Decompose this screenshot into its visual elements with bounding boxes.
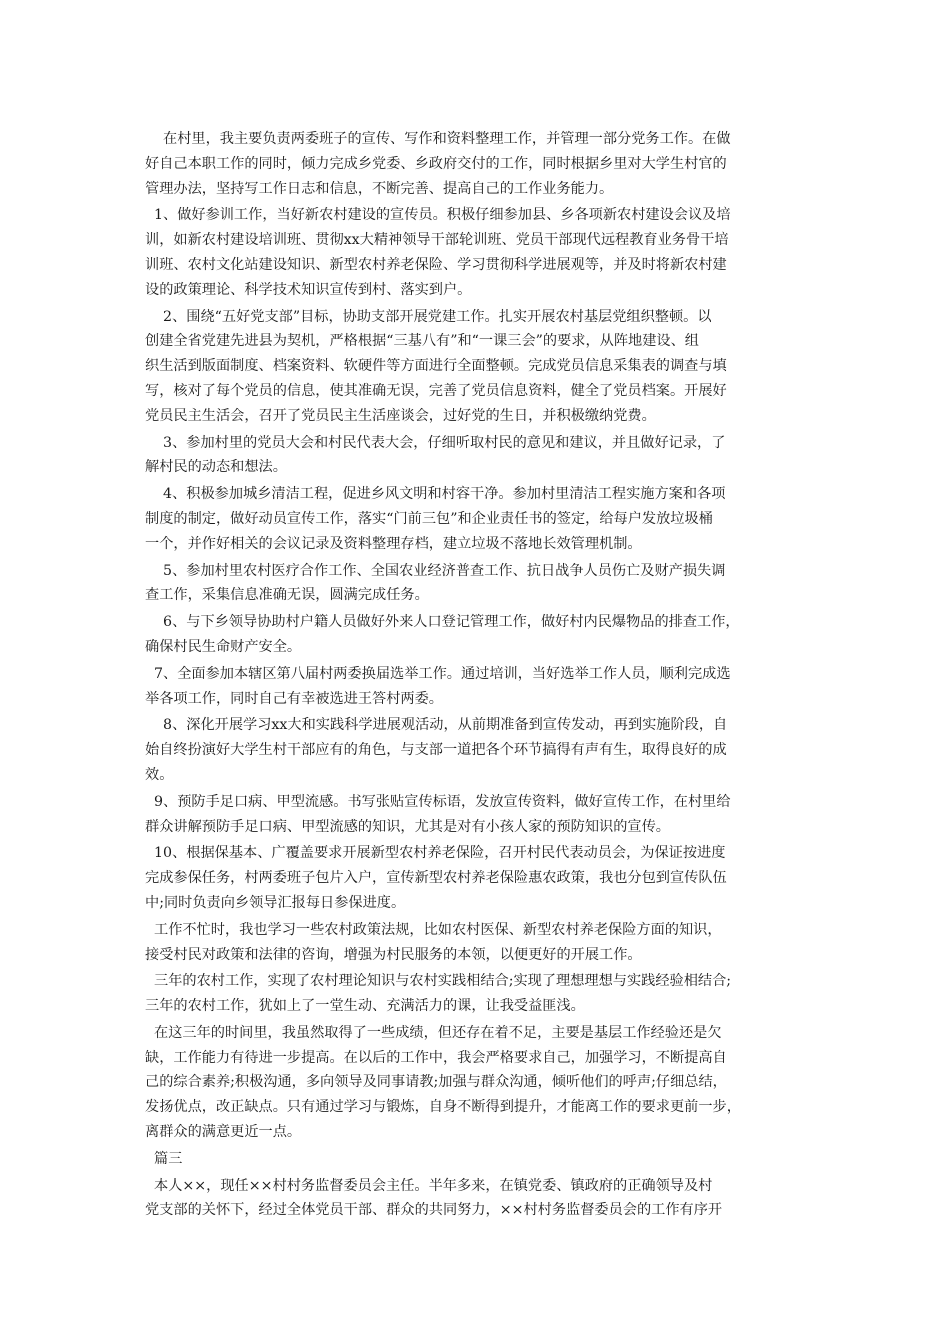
text-line: 8、深化开展学习xx大和实践科学进展观活动，从前期准备到宣传发动，再到实施阶段，自 bbox=[145, 717, 728, 734]
paragraph bbox=[145, 918, 817, 968]
text-line: 发扬优点，改正缺点。只有通过学习与锻炼，自身不断得到提升，才能离工作的要求更前一步， bbox=[145, 1099, 741, 1116]
text-line: 三年的农村工作，犹如上了一堂生动、充满活力的课，让我受益匪浅。 bbox=[145, 998, 585, 1015]
text-line: 6、与下乡领导协助村户籍人员做好外来人口登记管理工作，做好村内民爆物品的排查工作， bbox=[145, 614, 740, 631]
text-line: 一个，并作好相关的会议记录及资料整理存档，建立垃圾不落地长效管理机制。 bbox=[145, 535, 642, 552]
text-line: 写，核对了每个党员的信息，使其准确无误，完善了党员信息资料，健全了党员档案。开展好 bbox=[145, 382, 727, 399]
paragraph bbox=[145, 431, 817, 481]
text-line: 5、参加村里农村医疗合作工作、全国农业经济普查工作、抗日战争人员伤亡及财产损失调 bbox=[145, 562, 726, 579]
text-line: 训班、农村文化站建设知识、新型农村养老保险、学习贯彻科学进展观等，并及时将新农村建 bbox=[145, 256, 727, 273]
text-line: 群众讲解预防手足口病、甲型流感的知识，尤其是对有小孩人家的预防知识的宣传。 bbox=[145, 818, 670, 835]
paragraph bbox=[145, 482, 817, 556]
text-line: 中;同时负责向乡领导汇报每日参保进度。 bbox=[145, 894, 406, 911]
text-line: 查工作，采集信息准确无误，圆满完成任务。 bbox=[145, 587, 429, 604]
text-line: 本人××，现任××村村务监督委员会主任。半年多来，在镇党委、镇政府的正确领导及村 bbox=[145, 1177, 713, 1194]
text-line: 完成参保任务，村两委班子包片入户，宣传新型农村养老保险惠农政策，我也分包到宣传队伍 bbox=[145, 870, 727, 887]
text-line: 篇三 bbox=[145, 1150, 183, 1167]
text-line: 织生活到版面制度、档案资料、软硬件等方面进行全面整顿。完成党员信息采集表的调查与填 bbox=[145, 358, 727, 375]
text-line: 3、参加村里的党员大会和村民代表大会，仔细听取村民的意见和建议，并且做好记录，了 bbox=[145, 434, 726, 451]
paragraph bbox=[145, 713, 817, 787]
text-line: 接受村民对政策和法律的咨询，增强为村民服务的本领，以便更好的开展工作。 bbox=[145, 946, 642, 963]
paragraph bbox=[145, 969, 817, 1019]
text-line: 解村民的动态和想法。 bbox=[145, 459, 287, 476]
text-line: 设的政策理论、科学技术知识宣传到村、落实到户。 bbox=[145, 281, 472, 298]
text-line: 管理办法，坚持写工作日志和信息，不断完善、提高自己的工作业务能力。 bbox=[145, 180, 614, 197]
text-line: 4、积极参加城乡清洁工程，促进乡风文明和村容干净。参加村里清洁工程实施方案和各项 bbox=[145, 486, 726, 503]
paragraph bbox=[145, 1174, 817, 1224]
text-line: 制度的制定，做好动员宣传工作，落实“门前三包”和企业责任书的签定，给每户发放垃圾桶 bbox=[145, 510, 713, 527]
text-line: 己的综合素养;积极沟通，多向领导及同事请教;加强与群众沟通，倾听他们的呼声;仔细总结， bbox=[145, 1074, 727, 1091]
text-line: 2、围绕“五好党支部”目标，协助支部开展党建工作。扎实开展农村基层党组织整顿。以 bbox=[145, 308, 712, 325]
text-line: 党员民主生活会，召开了党员民主生活座谈会，过好党的生日，并积极缴纳党费。 bbox=[145, 407, 656, 424]
paragraph bbox=[145, 1021, 817, 1145]
text-line: 始自终扮演好大学生村干部应有的角色，与支部一道把各个环节搞得有声有生，取得良好的成 bbox=[145, 742, 727, 759]
paragraph bbox=[145, 559, 817, 609]
text-line: 10、根据保基本、广覆盖要求开展新型农村养老保险，召开村民代表动员会，为保证按进度 bbox=[145, 845, 726, 862]
text-line: 效。 bbox=[145, 766, 174, 783]
text-line: 工作不忙时，我也学习一些农村政策法规，比如农村医保、新型农村养老保险方面的知识， bbox=[145, 921, 722, 938]
text-line: 在这三年的时间里，我虽然取得了一些成绩，但还存在着不足，主要是基层工作经验还是欠 bbox=[145, 1024, 722, 1041]
text-line: 1、做好参训工作，当好新农村建设的宣传员。积极仔细参加县、乡各项新农村建设会议及培 bbox=[145, 207, 731, 224]
text-line: 确保村民生命财产安全。 bbox=[145, 638, 302, 655]
document-body bbox=[145, 127, 817, 1225]
text-line: 好自己本职工作的同时，倾力完成乡党委、乡政府交付的工作，同时根据乡里对大学生村官的 bbox=[145, 155, 727, 172]
paragraph bbox=[145, 841, 817, 915]
paragraph bbox=[145, 127, 817, 201]
paragraph bbox=[145, 305, 817, 429]
text-line: 创建全省党建先进县为契机，严格根据“三基八有”和“一课三会”的要求，从阵地建设、组 bbox=[145, 333, 699, 350]
text-line: 9、预防手足口病、甲型流感。书写张贴宣传标语，发放宣传资料，做好宣传工作，在村里给 bbox=[145, 793, 731, 810]
text-line: 三年的农村工作，实现了农村理论知识与农村实践相结合;实现了理想理想与实践经验相结合; bbox=[145, 973, 732, 990]
text-line: 训，如新农村建设培训班、贯彻xx大精神领导干部轮训班、党员干部现代远程教育业务骨干培 bbox=[145, 232, 729, 249]
paragraph bbox=[145, 662, 817, 712]
text-line: 缺，工作能力有待进一步提高。在以后的工作中，我会严格要求自己，加强学习，不断提高自 bbox=[145, 1049, 727, 1066]
text-line: 7、全面参加本辖区第八届村两委换届选举工作。通过培训，当好选举工作人员，顺利完成选 bbox=[145, 665, 731, 682]
paragraph bbox=[145, 1147, 817, 1172]
text-line: 党支部的关怀下，经过全体党员干部、群众的共同努力，××村村务监督委员会的工作有序开 bbox=[145, 1202, 723, 1219]
paragraph bbox=[145, 203, 817, 302]
paragraph bbox=[145, 610, 817, 660]
text-line: 离群众的满意更近一点。 bbox=[145, 1124, 302, 1141]
text-line: 举各项工作，同时自己有幸被选进王答村两委。 bbox=[145, 690, 443, 707]
paragraph bbox=[145, 790, 817, 840]
text-line: 在村里，我主要负责两委班子的宣传、写作和资料整理工作，并管理一部分党务工作。在做 bbox=[145, 131, 731, 147]
